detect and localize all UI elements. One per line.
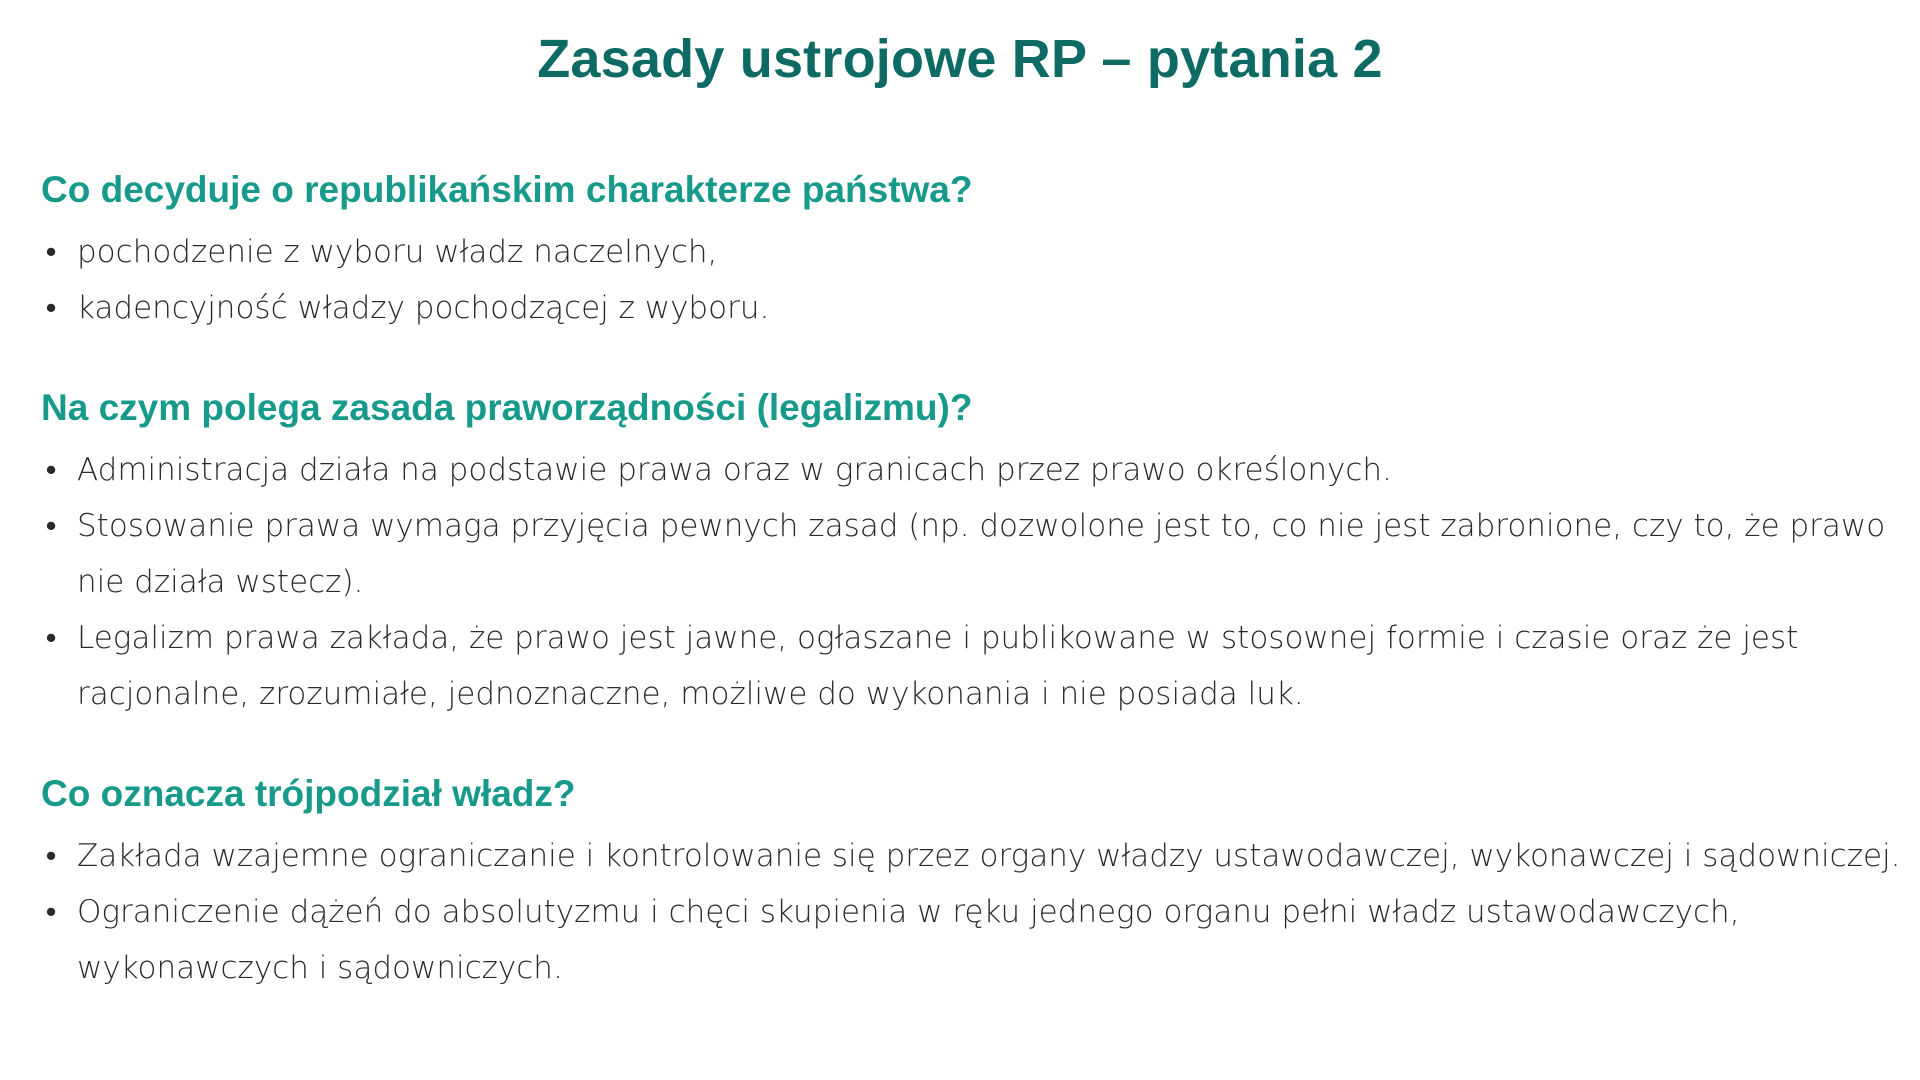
section-separation-of-powers — [41, 770, 1901, 996]
page-title: Zasady ustrojowe RP – pytania 2 — [537, 29, 1383, 89]
section-heading: Co decyduje o republikańskim charakterze państwa? — [41, 169, 973, 210]
list-item — [41, 828, 1901, 884]
bullet-list — [41, 442, 1901, 722]
bullet-icon: • — [45, 452, 57, 488]
list-item-text: Stosowanie prawa wymaga przyjęcia pewnych zasad (np. dozwolone jest to, co nie jest zabronione, czy to, że prawo nie działa wstecz). — [77, 508, 1886, 600]
list-item — [41, 442, 1901, 498]
list-item — [41, 610, 1901, 722]
list-item-text: pochodzenie z wyboru władz naczelnych, — [77, 234, 718, 270]
slide-content — [41, 166, 1901, 1044]
list-item — [41, 280, 1901, 336]
bullet-icon: • — [45, 508, 57, 544]
list-item — [41, 884, 1901, 996]
list-item-text: Zakłada wzajemne ograniczanie i kontrolowanie się przez organy władzy ustawodawczej, wykonawczej i sądowniczej. — [77, 838, 1901, 874]
list-item — [41, 224, 1901, 280]
section-republic — [41, 166, 1901, 336]
list-item — [41, 498, 1901, 610]
bullet-icon: • — [45, 620, 57, 656]
list-item-text: kadencyjność władzy pochodzącej z wyboru. — [77, 290, 770, 326]
section-heading: Na czym polega zasada praworządności (legalizmu)? — [41, 387, 973, 428]
bullet-list — [41, 224, 1901, 336]
list-item-text: Legalizm prawa zakłada, że prawo jest jawne, ogłaszane i publikowane w stosownej formie i czasie oraz że jest racjonalne, zrozumiałe, jednoznaczne, możliwe do wykonania i nie posiada luk. — [77, 620, 1799, 712]
bullet-list — [41, 828, 1901, 996]
bullet-icon: • — [45, 894, 57, 930]
bullet-icon: • — [45, 290, 57, 326]
section-legalism — [41, 384, 1901, 722]
list-item-text: Administracja działa na podstawie prawa oraz w granicach przez prawo określonych. — [77, 452, 1392, 488]
bullet-icon: • — [45, 838, 57, 874]
list-item-text: Ograniczenie dążeń do absolutyzmu i chęci skupienia w ręku jednego organu pełni władz ustawodawczych, wykonawczych i sądowniczych. — [77, 894, 1740, 986]
section-heading: Co oznacza trójpodział władz? — [41, 773, 576, 814]
bullet-icon: • — [45, 234, 57, 270]
